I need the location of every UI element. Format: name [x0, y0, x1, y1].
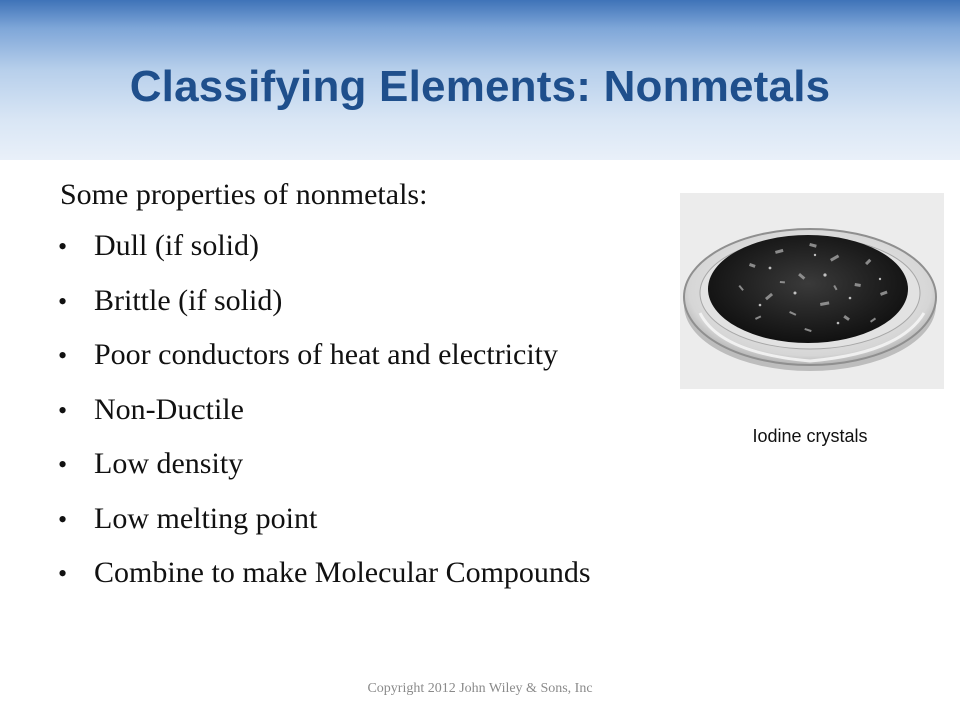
iodine-dish-illustration [680, 193, 944, 389]
bullet-icon: • [58, 450, 68, 479]
list-item-text: Low melting point [94, 501, 318, 535]
list-item [58, 335, 591, 390]
bullet-icon: • [58, 504, 68, 534]
bullet-icon: • [58, 559, 68, 588]
property-list [58, 226, 591, 608]
list-item-text: Brittle (if solid) [94, 283, 283, 317]
list-item-text: Combine to make Molecular Compounds [94, 556, 591, 589]
list-item [58, 499, 591, 554]
list-item-text: Non-Ductile [94, 392, 244, 426]
bullet-icon: • [58, 395, 68, 425]
list-item [58, 281, 591, 336]
iodine-crystals-photo [680, 193, 944, 389]
list-item [58, 553, 591, 608]
list-item-text: Low density [94, 447, 244, 480]
intro-text: Some properties of nonmetals: [60, 178, 428, 211]
bullet-icon: • [58, 232, 68, 261]
list-item [58, 444, 591, 499]
list-item [58, 390, 591, 445]
copyright-footer: Copyright 2012 John Wiley & Sons, Inc [367, 681, 593, 696]
list-item-text: Dull (if solid) [94, 229, 259, 262]
bullet-icon: • [58, 286, 68, 316]
bullet-icon: • [58, 341, 68, 370]
list-item [58, 226, 591, 281]
slide-title: Classifying Elements: Nonmetals [129, 62, 831, 111]
image-caption: Iodine crystals [752, 426, 868, 446]
list-item-text: Poor conductors of heat and electricity [94, 338, 559, 371]
